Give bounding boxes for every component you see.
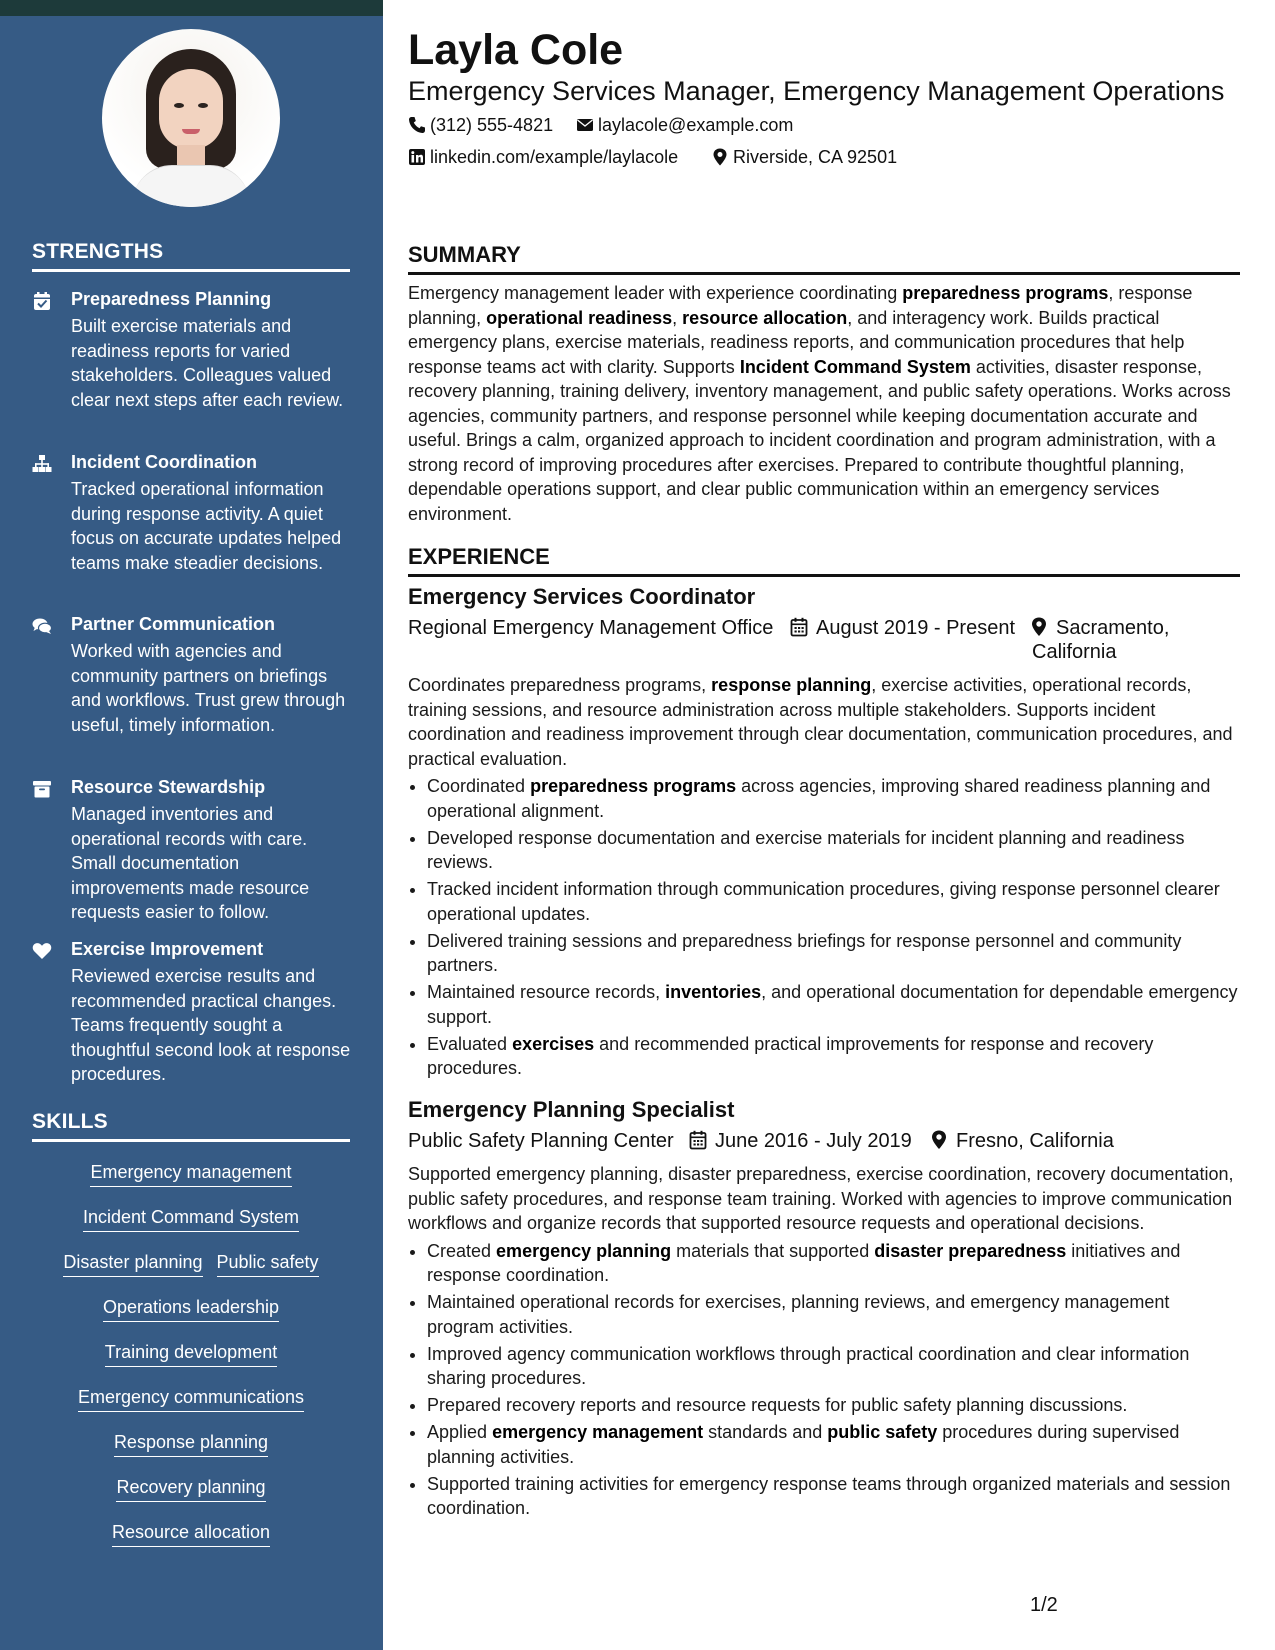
heart-icon bbox=[32, 941, 52, 961]
strength-title: Preparedness Planning bbox=[71, 289, 272, 309]
job-dates bbox=[790, 615, 1015, 641]
job-location-text: Sacramento, bbox=[1056, 617, 1170, 639]
bullet-item: • Tracked incident information through communication procedures, giving response personnel clearer operational updates. bbox=[427, 877, 1240, 926]
location-text: Riverside, CA 92501 bbox=[733, 147, 898, 167]
skill-tag: Incident Command System bbox=[83, 1205, 299, 1232]
bullet-item: • Coordinated preparedness programs across agencies, improving shared readiness planning and operational alignment. bbox=[427, 774, 1240, 823]
bullet-item: • Applied emergency management standards and public safety procedures during supervised planning activities. bbox=[427, 1420, 1240, 1469]
skill-tag: Emergency communications bbox=[78, 1385, 304, 1412]
linkedin-contact[interactable] bbox=[408, 145, 678, 169]
email-text: laylacole@example.com bbox=[598, 115, 794, 135]
bullet-item: • Created emergency planning materials that supported disaster preparedness initiatives and response coordination. bbox=[427, 1239, 1240, 1288]
job-location-line2: California bbox=[1032, 641, 1117, 663]
job-organization: Regional Emergency Management Office bbox=[408, 617, 774, 639]
linkedin-icon bbox=[408, 148, 426, 166]
location-contact bbox=[711, 145, 897, 169]
job-organization: Public Safety Planning Center bbox=[408, 1130, 674, 1152]
skill-tag: Public safety bbox=[217, 1250, 319, 1277]
sidebar bbox=[0, 0, 383, 1650]
bullet-item: • Developed response documentation and exercise materials for incident planning and readiness reviews. bbox=[427, 826, 1240, 875]
strength-title: Resource Stewardship bbox=[71, 777, 266, 797]
bullet-item: • Maintained operational records for exercises, planning reviews, and emergency management program activities. bbox=[427, 1290, 1240, 1339]
skill-tag: Training development bbox=[105, 1340, 277, 1367]
job-location bbox=[930, 1128, 1114, 1154]
map-marker-icon bbox=[930, 1130, 948, 1150]
calendar-icon bbox=[689, 1130, 707, 1150]
job-bullets bbox=[408, 774, 1240, 1081]
job-description: Supported emergency planning, disaster preparedness, exercise coordination, recovery documentation, public safety procedures, and response team training. Worked with agencies to improve communication workflows and organize records that supported resource requests and operational decisions. bbox=[408, 1164, 1234, 1233]
job-location bbox=[1030, 615, 1169, 641]
skill-tag: Disaster planning bbox=[63, 1250, 202, 1277]
bullet-item: • Supported training activities for emergency response teams through organized materials and session coordination. bbox=[427, 1472, 1240, 1521]
strength-title: Exercise Improvement bbox=[71, 939, 264, 959]
sidebar-top-bar bbox=[0, 0, 383, 16]
linkedin-text: linkedin.com/example/laylacole bbox=[430, 147, 679, 167]
strength-description: Tracked operational information during response activity. A quiet focus on accurate updates helped teams make steadier decisions. bbox=[71, 479, 342, 573]
job-entry bbox=[408, 1095, 1240, 1523]
email-contact[interactable] bbox=[576, 113, 793, 137]
phone-contact[interactable] bbox=[408, 113, 553, 137]
map-marker-icon bbox=[711, 148, 729, 166]
strength-title: Incident Coordination bbox=[71, 452, 257, 472]
bullet-item: • Improved agency communication workflows through practical coordination and clear information sharing procedures. bbox=[427, 1342, 1240, 1391]
bullet-item: • Maintained resource records, inventories, and operational documentation for dependable emergency support. bbox=[427, 980, 1240, 1029]
strength-title: Partner Communication bbox=[71, 614, 276, 634]
job-bullets bbox=[408, 1239, 1240, 1521]
job-entry bbox=[408, 582, 1240, 1083]
comments-icon bbox=[32, 616, 52, 636]
summary-heading: SUMMARY bbox=[408, 242, 1240, 275]
archive-icon bbox=[32, 779, 52, 799]
candidate-name: Layla Cole bbox=[408, 26, 624, 74]
bullet-item: • Evaluated exercises and recommended practical improvements for response and recovery procedures. bbox=[427, 1032, 1240, 1081]
job-dates bbox=[689, 1128, 912, 1154]
job-title: Emergency Planning Specialist bbox=[408, 1097, 735, 1122]
strengths-heading: STRENGTHS bbox=[32, 240, 350, 272]
job-meta bbox=[408, 1128, 1240, 1154]
skill-tag: Resource allocation bbox=[112, 1520, 270, 1547]
summary-text: Emergency management leader with experience coordinating preparedness programs, response planning, operational readiness, resource allocation, and interagency work. Builds practical emergency plans, exercise materials, readiness reports, and communication procedures that help response teams act with clarity. Supports Incident Command System activities, disaster response, recovery planning, training delivery, inventory management, and public safety operations. Works across agencies, community partners, and response personnel while keeping documentation accurate and useful. Brings a calm, organized approach to incident coordination and program administration, with a strong record of improving procedures after exercises. Prepared to contribute thoughtful planning, dependable operations support, and clear public communication within an emergency services environment. bbox=[408, 283, 1231, 524]
strength-description: Reviewed exercise results and recommended practical changes. Teams frequently sought a thoughtful second look at response procedures. bbox=[71, 966, 351, 1084]
job-dates-text: June 2016 - July 2019 bbox=[715, 1130, 912, 1152]
bullet-item: • Prepared recovery reports and resource requests for public safety planning discussions. bbox=[427, 1393, 1240, 1418]
phone-text: (312) 555-4821 bbox=[430, 115, 554, 135]
phone-icon bbox=[408, 116, 426, 134]
experience-heading: EXPERIENCE bbox=[408, 544, 1240, 577]
envelope-icon bbox=[576, 116, 594, 134]
skill-tag: Recovery planning bbox=[116, 1475, 265, 1502]
skill-tag: Operations leadership bbox=[103, 1295, 279, 1322]
job-meta bbox=[408, 615, 1240, 663]
bullet-item: • Delivered training sessions and preparedness briefings for response personnel and community partners. bbox=[427, 929, 1240, 978]
strength-description: Managed inventories and operational records with care. Small documentation improvements made resource requests easier to follow. bbox=[71, 804, 310, 922]
skill-tag: Emergency management bbox=[90, 1160, 291, 1187]
job-description: Coordinates preparedness programs, response planning, exercise activities, operational records, training sessions, and resource administration across multiple stakeholders. Supports incident coordination and readiness improvement through clear documentation, communication procedures, and practical evaluation. bbox=[408, 675, 1233, 769]
sitemap-icon bbox=[32, 454, 52, 474]
job-title: Emergency Services Coordinator bbox=[408, 584, 756, 609]
page-number: 1/2 bbox=[1030, 1594, 1058, 1616]
avatar bbox=[102, 29, 280, 207]
job-location-text: Fresno, California bbox=[956, 1130, 1114, 1152]
candidate-role: Emergency Services Manager, Emergency Management Operations bbox=[408, 76, 1225, 106]
strength-description: Worked with agencies and community partners on briefings and workflows. Trust grew through useful, timely information. bbox=[71, 641, 346, 735]
map-marker-icon bbox=[1030, 617, 1048, 637]
calendar-icon bbox=[790, 617, 808, 637]
strength-description: Built exercise materials and readiness reports for varied stakeholders. Colleagues valued clear next steps after each review. bbox=[71, 316, 344, 410]
skills-list bbox=[32, 1160, 350, 1565]
calendar-check-icon bbox=[32, 291, 52, 311]
job-dates-text: August 2019 - Present bbox=[816, 617, 1016, 639]
skill-tag: Response planning bbox=[114, 1430, 268, 1457]
skills-heading: SKILLS bbox=[32, 1110, 350, 1142]
